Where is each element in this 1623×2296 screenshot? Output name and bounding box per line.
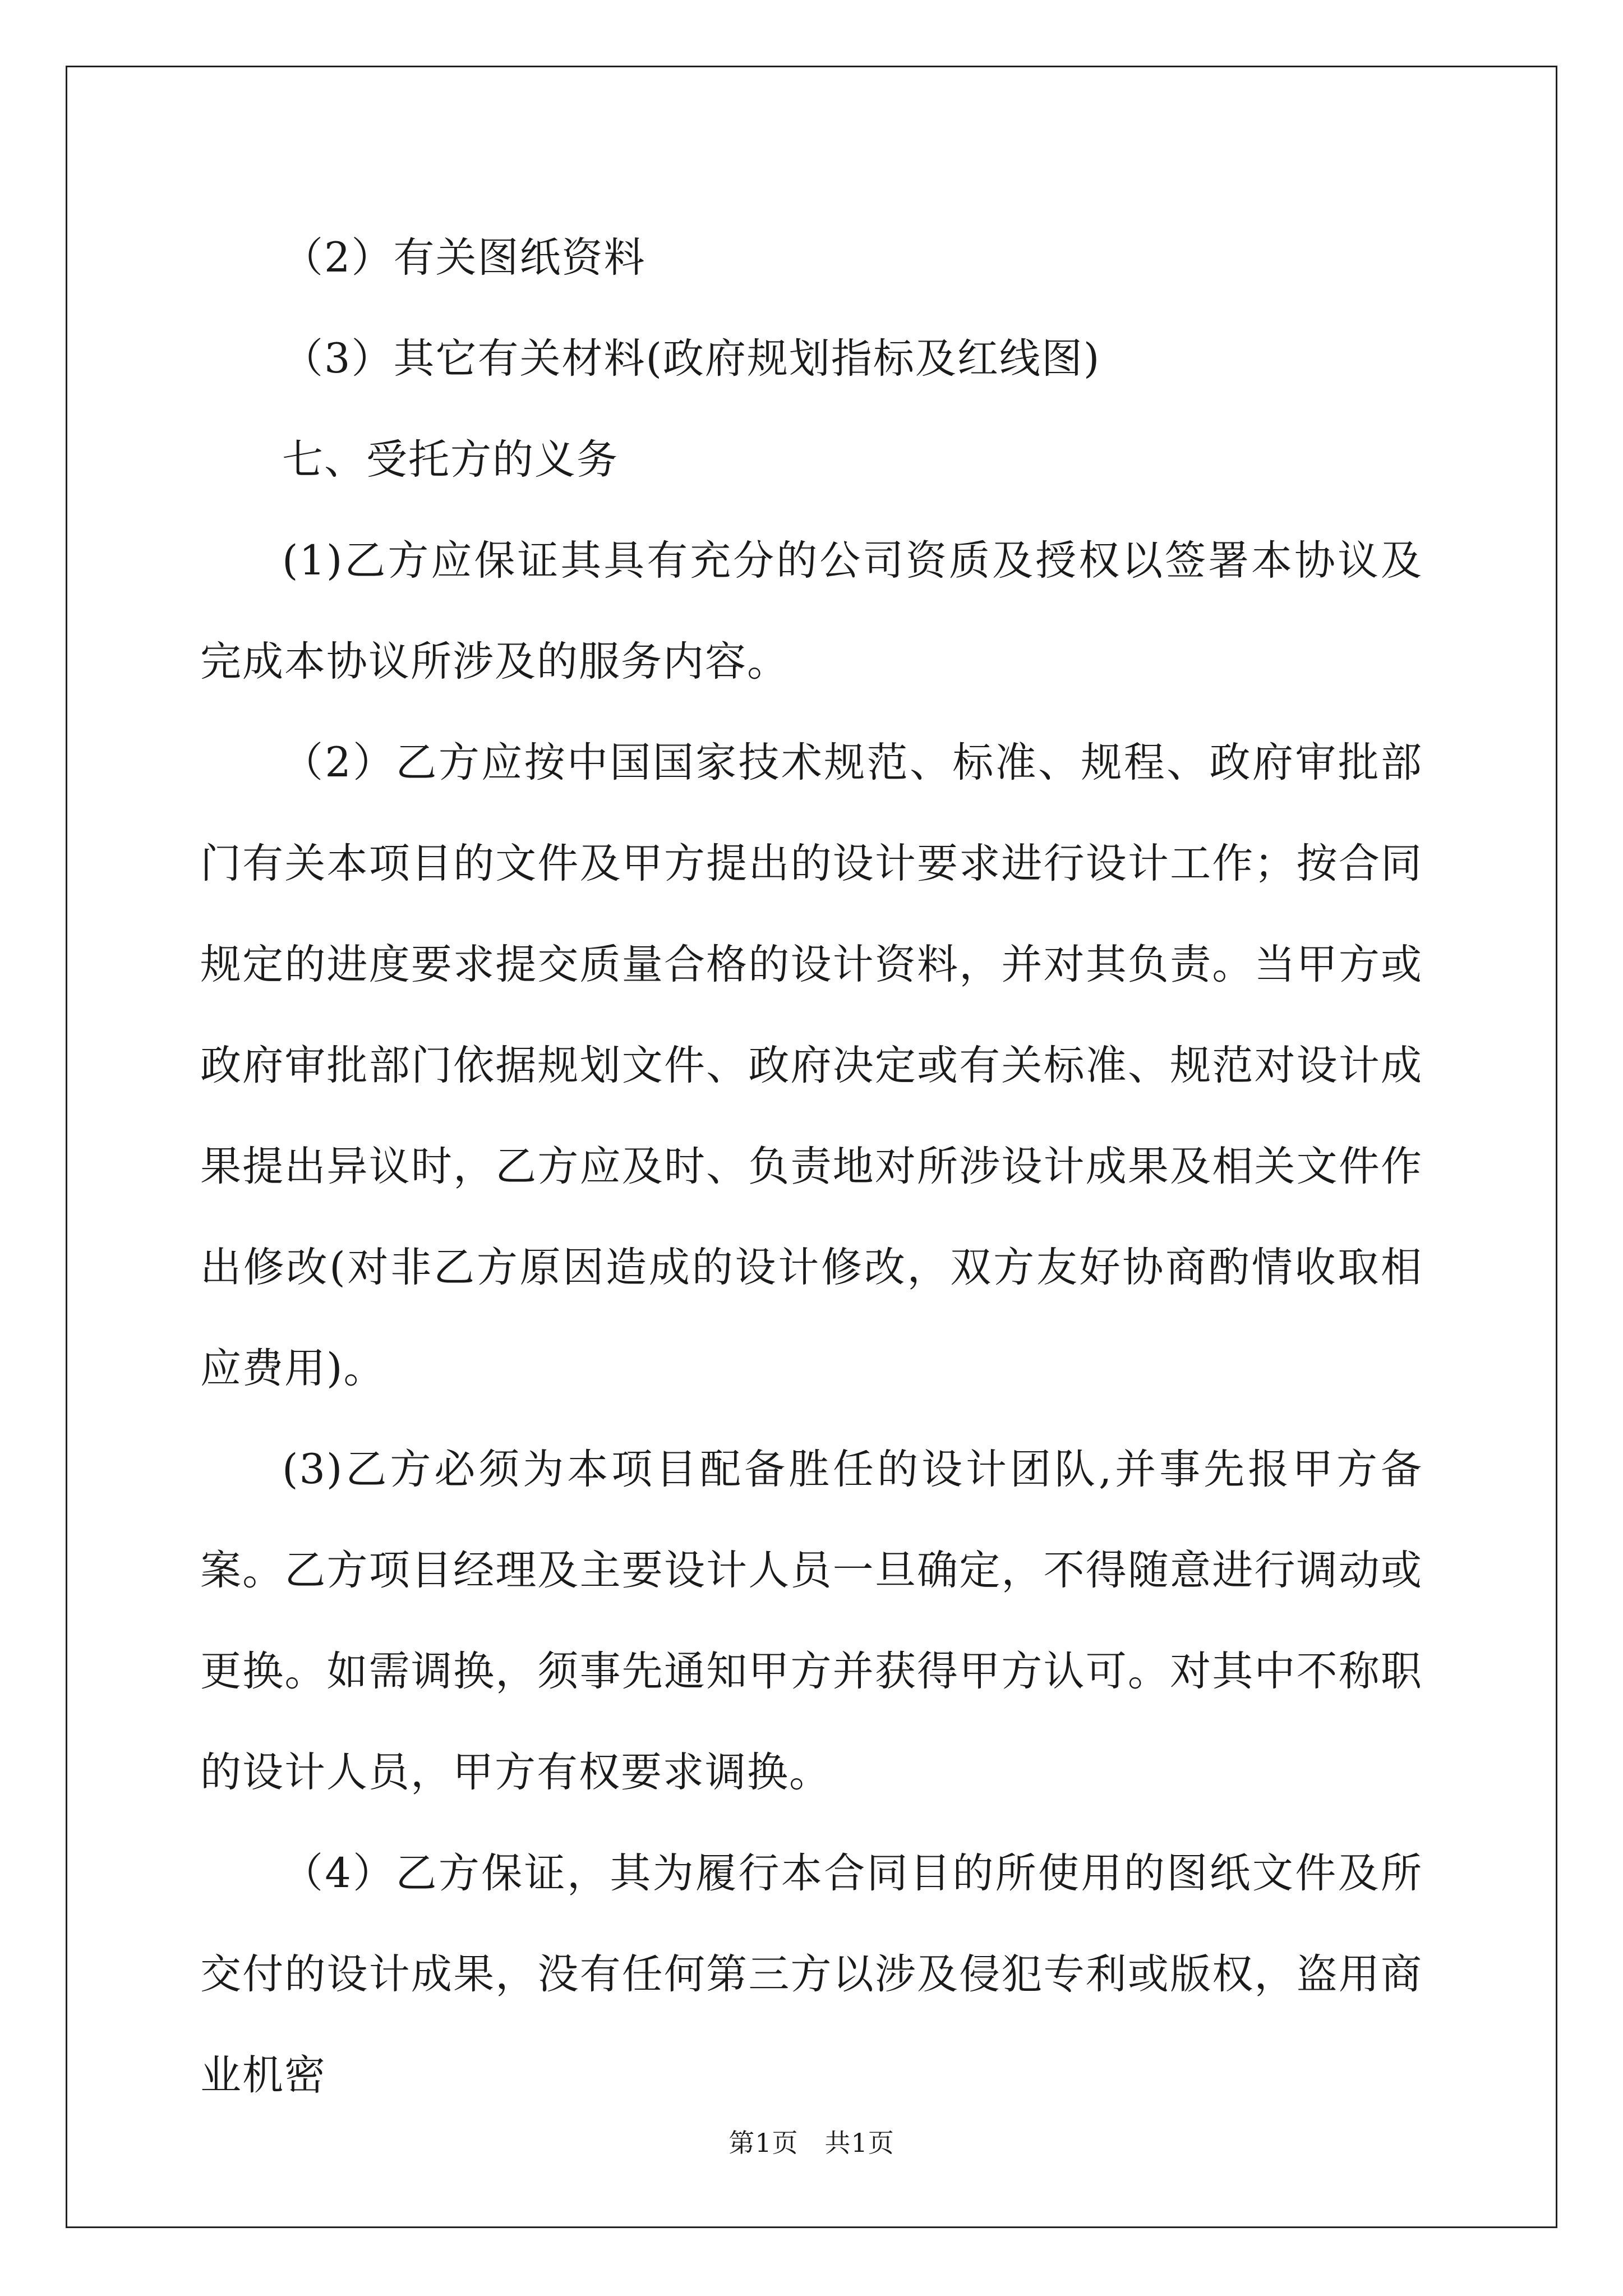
paragraph-drawings: （2）有关图纸资料 [282, 234, 646, 282]
page-total: 共1页 [824, 2128, 895, 2158]
paragraph-clause-4: （4）乙方保证，其为履行本合同目的所使用的图纸文件及所交付的设计成果，没有任何第三方以涉及侵犯专利或版权，盗用商业机密 [200, 1849, 1423, 2099]
paragraph-other-materials: （3）其它有关材料(政府规划指标及红线图) [282, 335, 1101, 383]
paragraph-clause-2: （2）乙方应按中国国家技术规范、标准、规程、政府审批部门有关本项目的文件及甲方提出的设计要求进行设计工作；按合同规定的进度要求提交质量合格的设计资料，并对其负责。当甲方或政府审批部门依据规划文件、政府决定或有关标准、规范对设计成果提出异议时，乙方应及时、负责地对所涉设计成果及相关文件作出修改(对非乙方原因造成的设计修改，双方友好协商酌情收取相应费用)。 [200, 739, 1423, 1392]
page-number: 第1页 [728, 2128, 799, 2158]
document-body [200, 208, 1423, 2126]
paragraph-clause-1: (1)乙方应保证其具有充分的公司资质及授权以签署本协议及完成本协议所涉及的服务内容。 [200, 537, 1423, 685]
section-heading-obligations: 七、受托方的义务 [282, 436, 619, 484]
paragraph-clause-3: (3)乙方必须为本项目配备胜任的设计团队,并事先报甲方备案。乙方项目经理及主要设计人员一旦确定，不得随意进行调动或更换。如需调换，须事先通知甲方并获得甲方认可。对其中不称职的设计人员，甲方有权要求调换。 [200, 1446, 1423, 1796]
page-footer [0, 2126, 1623, 2160]
